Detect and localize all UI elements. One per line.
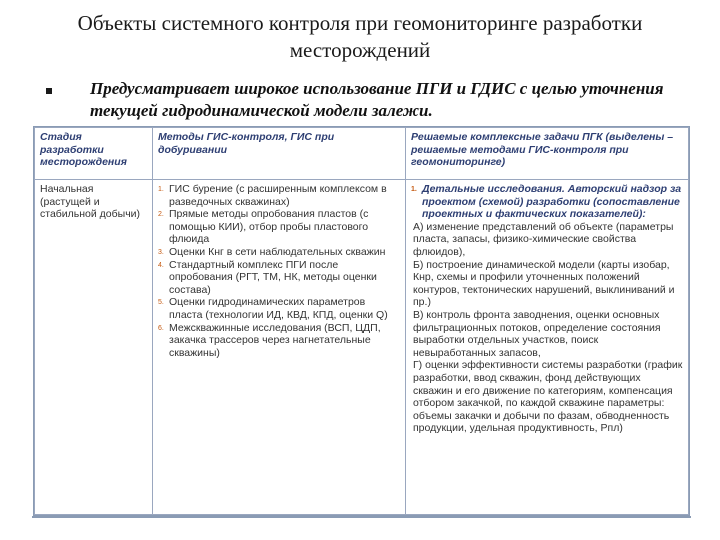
slide-title: Объекты системного контроля при геомониторинге разработки месторождений: [77, 11, 643, 62]
list-item: 5. Оценки гидродинамических параметров пласта (технологии ИД, КВД, КПД, оценки Q): [158, 296, 388, 321]
header-stage: Стадия разработки месторождения: [35, 128, 153, 180]
task-item-a: А) изменение представлений об объекте (параметры пласта, запасы, физико-химические свойства флюидов),: [413, 220, 674, 258]
list-item: 3. Оценки Кнг в сети наблюдательных скважин: [158, 245, 386, 258]
list-item: 2. Прямые методы опробования пластов (с помощью КИИ), отбор пробы пластового флюида: [158, 208, 369, 246]
methods-list: [158, 183, 400, 359]
header-methods: Методы ГИС-контроля, ГИС при добуривании: [153, 128, 406, 180]
bullet-text: Предусматривает широкое использование ПГИ и ГДИС с целью уточнения текущей гидродинамической модели залежи.: [90, 79, 664, 120]
tasks-heading: 1. Детальные исследования. Авторский надзор за проектом (схемой) разработки (сопоставление проектных и фактических показателей):: [411, 183, 682, 221]
task-item-c: В) контроль фронта заводнения, оценки основных фильтрационных потоков, определение состояния выработки отдельных участков, поиск невыработанных запасов,: [413, 308, 661, 359]
table-header-row: [35, 128, 689, 180]
list-item: 1. ГИС бурение (с расширенным комплексом в разведочных скважинах): [158, 183, 387, 208]
monitoring-table: [33, 126, 690, 516]
stage-cell: [35, 180, 153, 515]
header-tasks: Решаемые комплексные задачи ПГК (выделены – решаемые методами ГИС-контроля при геомониторинге): [406, 128, 689, 180]
methods-cell: [153, 180, 406, 515]
list-item: 6. Межскважинные исследования (ВСП, ЦДП, закачка трассеров через нагнетательные скважины): [158, 321, 381, 359]
task-item-b: Б) построение динамической модели (карты изобар, Кнр, схемы и профили уточненных положений контуров, тектонических нарушений, выклиниваний и пр.): [413, 258, 675, 309]
task-item-d: Г) оценки эффективности системы разработки (график разработки, ввод скважин, фонд действующих скважин и его движение по категориям, компенсация отбором закачкой, по каждой скважине параметры: объемы закачки и добычи по фазам, обводненность продукции, удельная продуктивность, Рпл): [413, 359, 683, 435]
square-bullet-icon: [46, 88, 52, 94]
table-row: [35, 180, 689, 515]
tasks-cell: [406, 180, 689, 515]
list-item: 4. Стандартный комплекс ПГИ после опробования (РГТ, ТМ, НК, методы оценки состава): [158, 258, 377, 296]
stage-text: Начальная (растущей и стабильной добычи): [40, 183, 141, 221]
